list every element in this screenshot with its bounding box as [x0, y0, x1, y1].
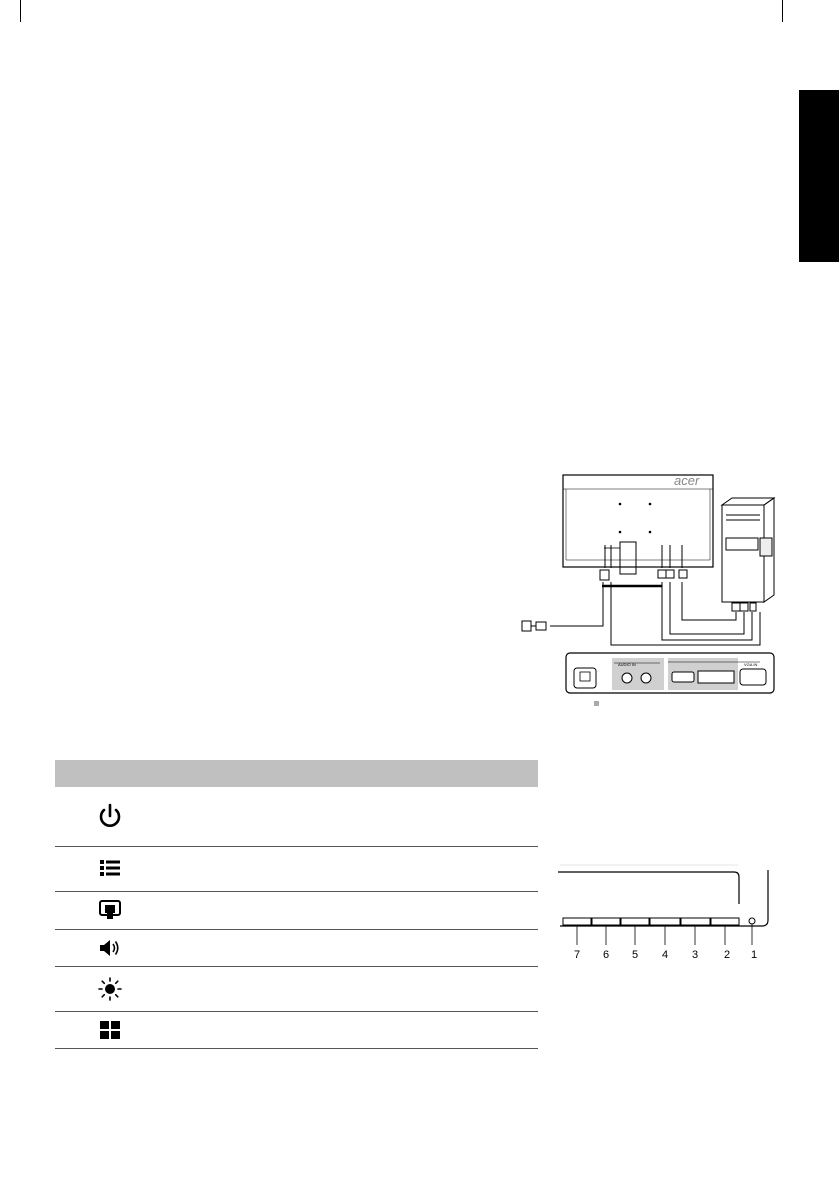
- row-description: [352, 891, 539, 929]
- volume-icon: [98, 937, 122, 959]
- row-item: [165, 846, 352, 891]
- power-icon: [97, 801, 123, 831]
- button-6[interactable]: [592, 918, 620, 925]
- table-row: [55, 846, 538, 891]
- audio-in-port-label: AUDIO IN: [618, 662, 636, 667]
- icon-cell: [55, 787, 165, 846]
- table-row: [55, 1011, 538, 1048]
- button-2[interactable]: [711, 918, 739, 925]
- front-buttons: [563, 918, 755, 925]
- icon-cell: [55, 891, 165, 929]
- side-tab-label: [799, 90, 800, 91]
- table-row: [55, 891, 538, 929]
- table-row: [55, 966, 538, 1011]
- table-row: [55, 929, 538, 966]
- button-number-label: 6: [602, 949, 610, 961]
- button-1-power[interactable]: [749, 918, 755, 924]
- table-row: [55, 787, 538, 846]
- button-number-label: 7: [573, 949, 581, 961]
- icon-cell: [55, 929, 165, 966]
- button-number-label: 5: [631, 949, 639, 961]
- row-item: [165, 1011, 352, 1048]
- modes-grid-icon: [99, 1020, 121, 1040]
- row-item: [165, 966, 352, 1011]
- icon-cell: [55, 846, 165, 891]
- row-description: [352, 846, 539, 891]
- table-header-cell: [55, 760, 165, 787]
- port-panel: [566, 653, 774, 693]
- button-7[interactable]: [563, 918, 591, 925]
- brightness-icon: [98, 977, 122, 1001]
- connection-diagram: [490, 460, 790, 720]
- wall-outlet: [522, 621, 546, 631]
- icon-cell: [55, 966, 165, 1011]
- row-item: [165, 891, 352, 929]
- table-header-cell: [352, 760, 539, 787]
- front-panel-diagram: [548, 860, 788, 970]
- callout-lines: [577, 924, 752, 945]
- row-description: [352, 787, 539, 846]
- button-number-label: 4: [661, 949, 669, 961]
- menu-list-icon: [99, 859, 121, 877]
- table-header-cell: [165, 760, 352, 787]
- brand-logo: acer: [674, 473, 700, 488]
- connector-plugs: [600, 570, 756, 611]
- crop-mark-right: [782, 0, 783, 22]
- button-3[interactable]: [681, 918, 710, 925]
- row-description: [352, 1011, 539, 1048]
- row-description: [352, 929, 539, 966]
- language-side-tab: [799, 90, 839, 262]
- button-number-label: 2: [723, 949, 731, 961]
- table-header-row: [55, 760, 538, 787]
- icon-cell: [55, 1011, 165, 1048]
- controls-table: [55, 760, 538, 1049]
- computer-tower: [722, 498, 774, 602]
- button-number-label: 3: [691, 949, 699, 961]
- button-5[interactable]: [621, 918, 649, 925]
- button-4[interactable]: [650, 918, 680, 925]
- legend-swatch: [594, 701, 599, 706]
- crop-mark-left: [20, 0, 21, 22]
- button-number-label: 1: [750, 949, 758, 961]
- row-item: [165, 787, 352, 846]
- input-source-icon: [98, 899, 122, 921]
- vga-in-port-label: VGA IN: [744, 662, 758, 667]
- row-description: [352, 966, 539, 1011]
- row-item: [165, 929, 352, 966]
- monitor-rear: [563, 475, 713, 586]
